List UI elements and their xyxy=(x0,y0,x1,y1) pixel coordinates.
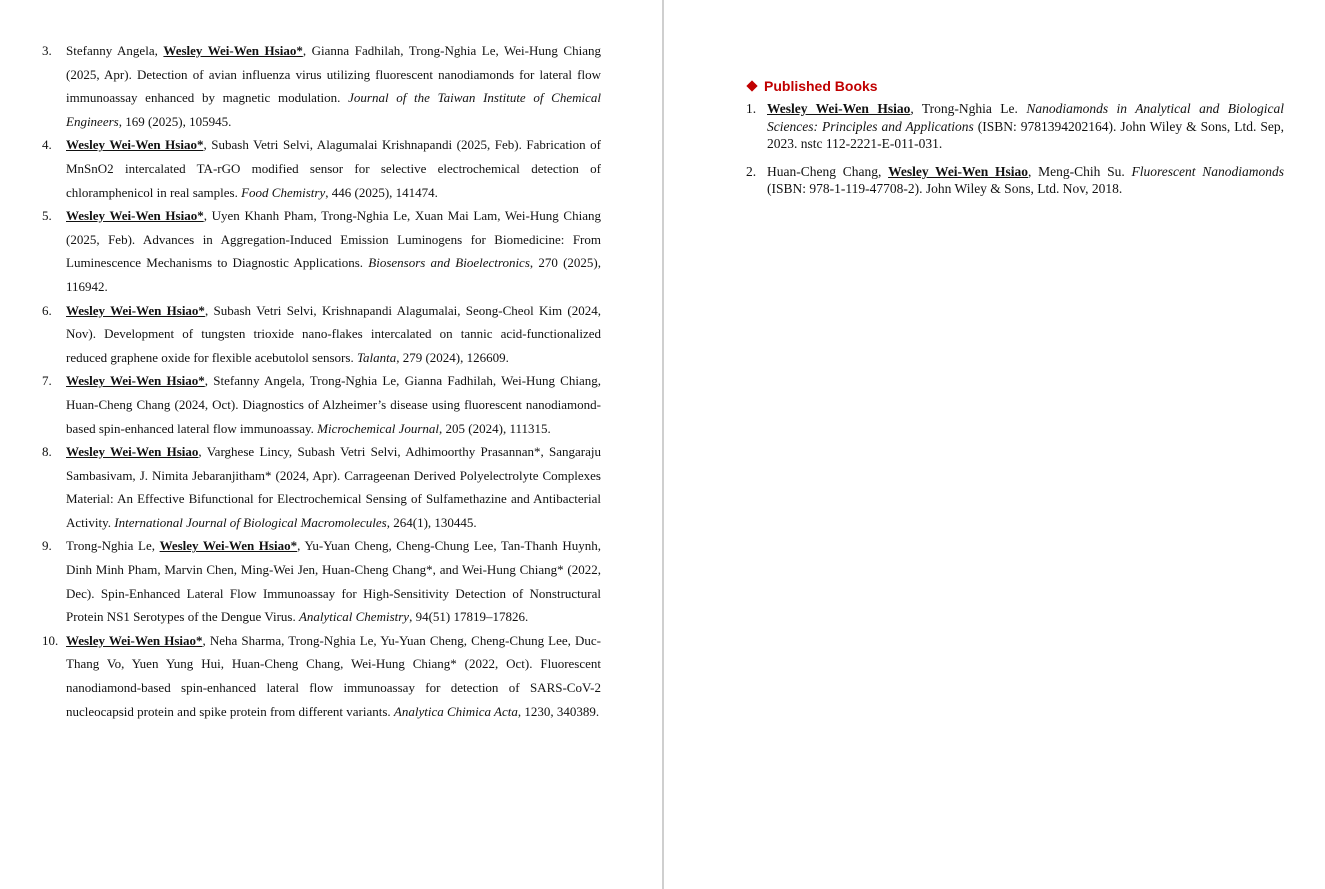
publication-item xyxy=(42,440,601,534)
citation-tail: , 169 (2025), 105945. xyxy=(118,113,232,129)
item-number: 2. xyxy=(746,163,757,179)
highlighted-author: Wesley Wei-Wen Hsiao* xyxy=(66,632,203,648)
citation-body: , Neha Sharma, Trong-Nghia Le, Yu-Yuan Cheng, Cheng-Chung Lee, Duc-Thang Vo, Yuen Yung Hui, Huan-Cheng Chang, Wei-Hung Chiang* (2022, Oct). Fluorescent nanodiamond-based spin-enhanced lateral flow immunoassay for detection of SARS-CoV-2 nucleocapsid protein and spike protein from different variants. xyxy=(66,632,601,719)
item-number: 4. xyxy=(42,137,52,153)
citation-tail: , 205 (2024), 111315. xyxy=(439,420,551,436)
item-number: 8. xyxy=(42,444,52,460)
journal-name: Food Chemistry xyxy=(241,184,326,200)
citation-tail: , 1230, 340389. xyxy=(517,703,600,719)
left-page xyxy=(0,0,662,889)
publication-item xyxy=(42,133,601,204)
book-item xyxy=(746,100,1284,153)
item-number: 6. xyxy=(42,302,52,318)
citation-body: , Uyen Khanh Pham, Trong-Nghia Le, Xuan Mai Lam, Wei-Hung Chiang (2025, Feb). Advances in Aggregation-Induced Emission Luminogens for Biomedicine: From Luminescence Mechanisms to Diagnostic Applications. xyxy=(66,208,601,271)
citation-body: , Trong-Nghia Le. xyxy=(910,101,1027,116)
citation-body: , Varghese Lincy, Subash Vetri Selvi, Adhimoorthy Prasannan*, Sangaraju Sambasivam, J. Nimita Jebaranjitham* (2024, Apr). Carrageenan Derived Polyelectrolyte Complexes Material: An Effective Bifunctional for Electrochemical Sensing of Sulfamethazine and Antibacterial Activity. xyxy=(66,444,602,530)
publication-item xyxy=(42,204,601,298)
highlighted-author: Wesley Wei-Wen Hsiao* xyxy=(159,538,298,554)
highlighted-author: Wesley Wei-Wen Hsiao* xyxy=(66,302,205,318)
highlighted-author: Wesley Wei-Wen Hsiao xyxy=(767,101,911,116)
item-number: 1. xyxy=(746,101,757,116)
journal-name: International Journal of Biological Macromolecules xyxy=(114,514,387,530)
citation-tail: (ISBN: 9781394202164). John Wiley & Sons, Ltd. Sep, 2023. nstc 112-2221-E-011-031. xyxy=(767,118,1284,151)
publication-item xyxy=(42,534,601,628)
publication-item xyxy=(42,299,601,370)
citation-tail: , 446 (2025), 141474. xyxy=(325,184,438,200)
highlighted-author: Wesley Wei-Wen Hsiao* xyxy=(66,373,205,389)
highlighted-author: Wesley Wei-Wen Hsiao xyxy=(888,163,1029,179)
book-title: Fluorescent Nanodiamonds xyxy=(1131,163,1284,179)
journal-name: Microchemical Journal xyxy=(317,420,440,436)
citation-body: , Stefanny Angela, Trong-Nghia Le, Gianna Fadhilah, Wei-Hung Chiang, Huan-Cheng Chang (2024, Oct). Diagnostics of Alzheimer’s disease using fluorescent nanodiamond-based spin-enhanced lateral flow immunoassay. xyxy=(66,373,601,436)
coauthors-before: Stefanny Angela, xyxy=(66,43,164,58)
citation-tail: , 264(1), 130445. xyxy=(386,514,477,530)
book-item xyxy=(746,163,1284,198)
book-title: Nanodiamonds in Analytical and Biological Sciences: Principles and Applications xyxy=(767,101,1284,134)
citation-tail: (ISBN: 978-1-119-47708-2). John Wiley & Sons, Ltd. Nov, 2018. xyxy=(767,181,1123,196)
highlighted-author: Wesley Wei-Wen Hsiao* xyxy=(66,137,204,153)
publication-item xyxy=(42,39,601,133)
item-number: 10. xyxy=(42,632,59,648)
journal-name: Journal of the Taiwan Institute of Chemical Engineers xyxy=(66,90,602,129)
publication-item xyxy=(42,629,601,723)
journal-name: Talanta xyxy=(356,349,397,365)
citation-tail: , 279 (2024), 126609. xyxy=(396,349,509,365)
citation-body: , Subash Vetri Selvi, Alagumalai Krishnapandi (2025, Feb). Fabrication of MnSnO2 intercalated TA-rGO modified sensor for selective electrochemical detection of chloramphenicol in real samples. xyxy=(66,137,601,200)
published-books-heading xyxy=(748,78,878,94)
journal-name: Analytica Chimica Acta xyxy=(393,703,518,719)
highlighted-author: Wesley Wei-Wen Hsiao xyxy=(66,444,199,460)
citation-body: , Gianna Fadhilah, Trong-Nghia Le, Wei-Hung Chiang (2025, Apr). Detection of avian influenza virus utilizing fluorescent nanodiamonds for lateral flow immunoassay enhanced by magnetic modulation. xyxy=(66,43,601,106)
citation-tail: , 270 (2025), 116942. xyxy=(66,255,601,294)
citation-body: , Subash Vetri Selvi, Krishnapandi Alagumalai, Seong-Cheol Kim (2024, Nov). Development of tungsten trioxide nano-flakes intercalated on tannic acid-functionalized reduced graphene oxide for flexible acebutolol sensors. xyxy=(66,302,601,365)
citation-tail: , 94(51) 17819–17826. xyxy=(409,609,529,625)
journal-name: Biosensors and Bioelectronics xyxy=(368,255,530,271)
diamond-bullet-icon xyxy=(746,80,757,91)
coauthors-before: Trong-Nghia Le, xyxy=(66,538,160,554)
item-number: 9. xyxy=(42,538,52,554)
item-number: 5. xyxy=(42,208,52,224)
coauthors-before: Huan-Cheng Chang, xyxy=(767,163,889,179)
highlighted-author: Wesley Wei-Wen Hsiao* xyxy=(66,208,204,224)
publication-item xyxy=(42,369,601,440)
highlighted-author: Wesley Wei-Wen Hsiao* xyxy=(163,43,303,58)
item-number: 7. xyxy=(42,373,52,389)
item-number: 3. xyxy=(42,43,52,58)
books-list xyxy=(746,100,1284,208)
publication-list xyxy=(42,39,601,723)
section-title: Published Books xyxy=(764,78,878,94)
citation-body: , Yu-Yuan Cheng, Cheng-Chung Lee, Tan-Thanh Huynh, Dinh Minh Pham, Marvin Chen, Ming-Wei Jen, Huan-Cheng Chang*, and Wei-Hung Chiang* (2022, Dec). Spin-Enhanced Lateral Flow Immunoassay for High-Sensitivity Detection of Nonstructural Protein NS1 Serotypes of the Dengue Virus. xyxy=(66,538,602,625)
journal-name: Analytical Chemistry xyxy=(298,609,410,625)
citation-body: , Meng-Chih Su. xyxy=(1028,163,1132,179)
